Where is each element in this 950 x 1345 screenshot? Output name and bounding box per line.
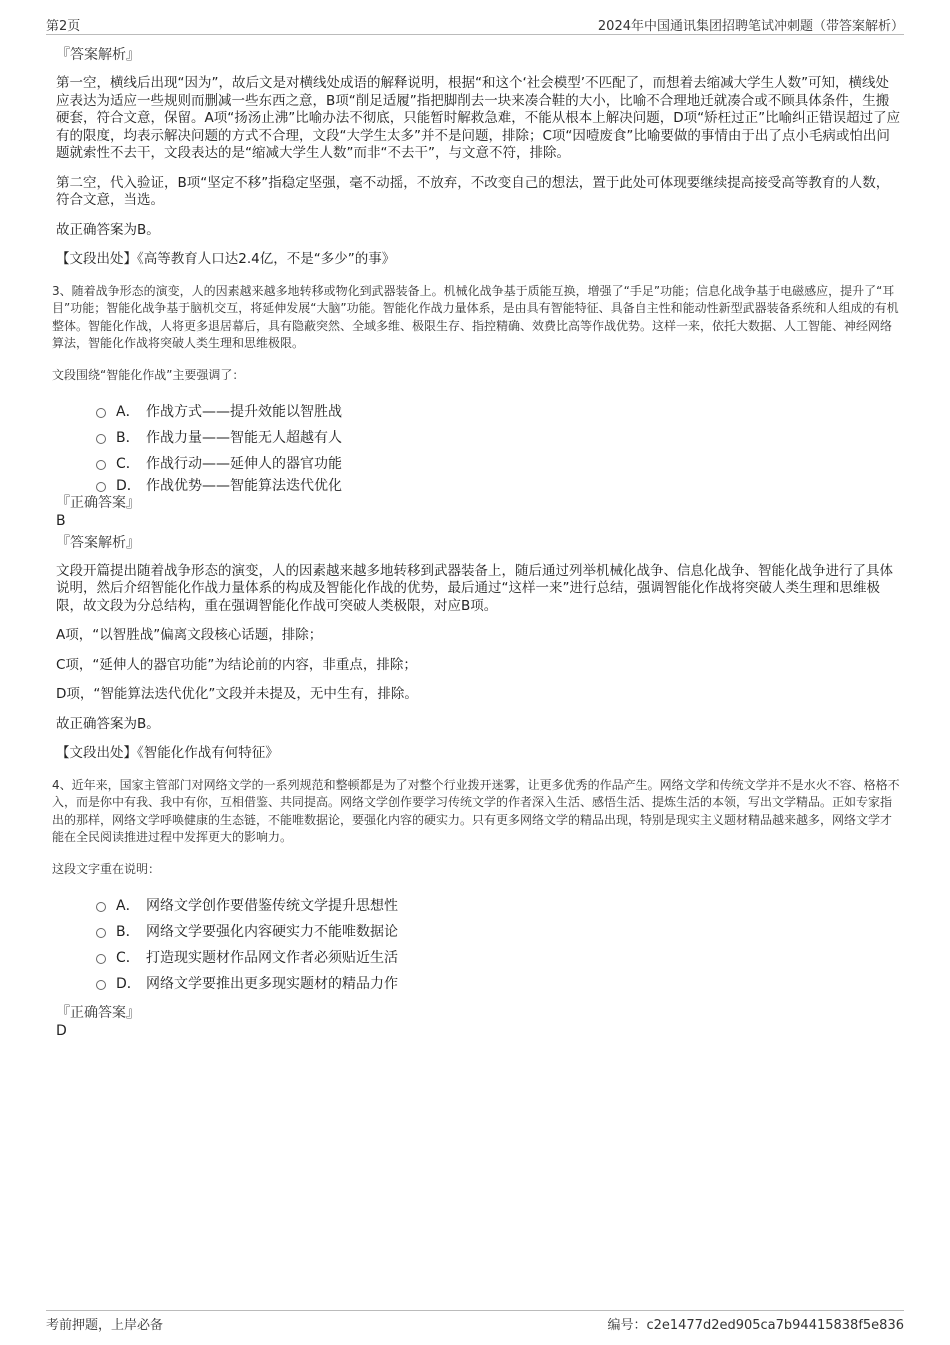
option-key: B． <box>116 429 140 446</box>
option-text: 网络文学要推出更多现实题材的精品力作 <box>146 975 398 992</box>
analysis-paragraph: 第二空，代入验证，B项“坚定不移”指稳定坚强，毫不动摇，不放弃，不改变自己的想法，置于此处可体现要继续提高接受高等教育的人数，符合文意，当选。 <box>56 174 890 208</box>
analysis-paragraph: D项，“智能算法迭代优化”文段并未提及，无中生有，排除。 <box>56 686 418 702</box>
source-note: 【文段出处】《智能化作战有何特征》 <box>56 745 279 761</box>
question-4-options <box>96 892 902 996</box>
question-4-prompt: 这段文字重在说明： <box>52 861 161 876</box>
question-4-text: 4、近年来，国家主管部门对网络文学的一系列规范和整顿都是为了对整个行业拨开迷雾，让更多优秀的作品产生。网络文学和传统文学并不是水火不容、格格不入，而是你中有我、我中有你，互相借鉴、共同提高。网络文学创作要学习传统文学的作者深入生活、感悟生活、提炼生活的本领，写出文学精品。正如专家指出的那样，网络文学呼唤健康的生态链，不能唯数据论，要强化内容的硬实力。只有更多网络文学的精品出现，特别是现实主义题材精品越来越多，网络文学才能在全民阅读推进过程中发挥更大的影响力。 <box>52 777 900 844</box>
option-c[interactable] <box>96 450 902 476</box>
page-header <box>46 14 904 35</box>
option-c[interactable] <box>96 944 902 970</box>
analysis-paragraph: 文段开篇提出随着战争形态的演变，人的因素越来越多地转移到武器装备上，随后通过列举机械化战争、信息化战争、智能化战争进行了具体说明，然后介绍智能化作战力量体系的构成及智能化作战的优势，最后通过“这样一来”进行总结，强调智能化作战将突破人类生理和思维极限，故文段为分总结构，重在强调智能化作战可突破人类极限，对应B项。 <box>56 562 893 614</box>
option-key: B． <box>116 923 140 940</box>
option-b[interactable] <box>96 424 902 450</box>
analysis-paragraph: 故正确答案为B。 <box>56 715 160 732</box>
page-content <box>52 46 902 1040</box>
option-text: 网络文学创作要借鉴传统文学提升思想性 <box>146 897 398 914</box>
option-text: 打造现实题材作品网文作者必须贴近生活 <box>146 949 398 966</box>
option-key: D． <box>116 975 141 992</box>
document-code: 编号：c2e1477d2ed905ca7b94415838f5e836 <box>607 1318 904 1333</box>
option-text: 作战优势——智能算法迭代优化 <box>146 477 342 494</box>
analysis-label: 『答案解析』 <box>56 47 140 63</box>
option-key: C． <box>116 455 140 472</box>
footer-slogan: 考前押题，上岸必备 <box>46 1318 164 1333</box>
document-title: 2024年中国通讯集团招聘笔试冲刺题（带答案解析） <box>597 19 904 34</box>
option-text: 作战行动——延伸人的器官功能 <box>146 455 342 472</box>
option-d[interactable] <box>96 970 902 996</box>
option-text: 网络文学要强化内容硬实力不能唯数据论 <box>146 923 398 940</box>
analysis-label: 『答案解析』 <box>56 534 140 551</box>
radio-icon[interactable] <box>96 902 106 912</box>
source-note: 【文段出处】《高等教育人口达2.4亿，不是“多少”的事》 <box>56 251 396 267</box>
option-key: A． <box>116 897 140 914</box>
option-key: A． <box>116 403 140 420</box>
radio-icon[interactable] <box>96 408 106 418</box>
option-text: 作战力量——智能无人超越有人 <box>146 429 342 446</box>
analysis-paragraph: 故正确答案为B。 <box>56 221 160 238</box>
option-d[interactable] <box>96 476 902 494</box>
radio-icon[interactable] <box>96 954 106 964</box>
analysis-paragraph: A项，“以智胜战”偏离文段核心话题，排除； <box>56 627 323 643</box>
question-3-text: 3、随着战争形态的演变，人的因素越来越多地转移或物化到武器装备上。机械化战争基于质能互换，增强了“手足”功能；信息化战争基于电磁感应，提升了“耳目”功能；智能化战争基于脑机交互，将延伸发展“大脑”功能。智能化作战力量体系，是由具有智能特征、具备自主性和能动性新型武器装备系统和人组成的有机整体。智能化作战，人将更多退居幕后，具有隐蔽突然、全域多维、极限生存、指控精确、效费比高等作战优势。这样一来，依托大数据、人工智能、神经网络算法，智能化作战将突破人类生理和思维极限。 <box>52 283 899 350</box>
analysis-paragraph: C项，“延伸人的器官功能”为结论前的内容，非重点，排除； <box>56 656 417 673</box>
correct-answer-value: B <box>56 512 66 529</box>
correct-answer-value: D <box>56 1022 67 1039</box>
page-number: 第2页 <box>46 19 81 34</box>
radio-icon[interactable] <box>96 980 106 990</box>
page-footer <box>46 1310 904 1331</box>
question-3-options <box>96 398 902 494</box>
analysis-paragraph: 第一空，横线后出现“因为”，故后文是对横线处成语的解释说明，根据“和这个‘社会模型’不匹配了，而想着去缩减大学生人数”可知，横线处应表达为适应一些规则而删减一些东西之意，B项“削足适履”指把脚削去一块来凑合鞋的大小，比喻不合理地迁就凑合或不顾具体条件，生搬硬套，符合文意，保留。A项“扬汤止沸”比喻办法不彻底，只能暂时解救急难，不能从根本上解决问题，D项“矫枉过正”比喻纠正错误超过了应有的限度，均表示解决问题的方式不合理，文段“大学生太多”并不是问题，排除；C项“因噎废食”比喻要做的事情由于出了点小毛病或怕出问题就索性不去干，文段表达的是“缩减大学生人数”而非“不去干”，与文意不符，排除。 <box>56 75 901 161</box>
correct-answer-label: 『正确答案』 <box>56 1004 140 1021</box>
correct-answer-label: 『正确答案』 <box>56 494 140 511</box>
radio-icon[interactable] <box>96 928 106 938</box>
option-b[interactable] <box>96 918 902 944</box>
question-3-prompt: 文段围绕“智能化作战”主要强调了： <box>52 367 245 382</box>
option-a[interactable] <box>96 892 902 918</box>
option-key: D． <box>116 477 141 494</box>
radio-icon[interactable] <box>96 460 106 470</box>
radio-icon[interactable] <box>96 482 106 492</box>
radio-icon[interactable] <box>96 434 106 444</box>
option-key: C． <box>116 949 140 966</box>
option-a[interactable] <box>96 398 902 424</box>
option-text: 作战方式——提升效能以智胜战 <box>146 403 342 420</box>
